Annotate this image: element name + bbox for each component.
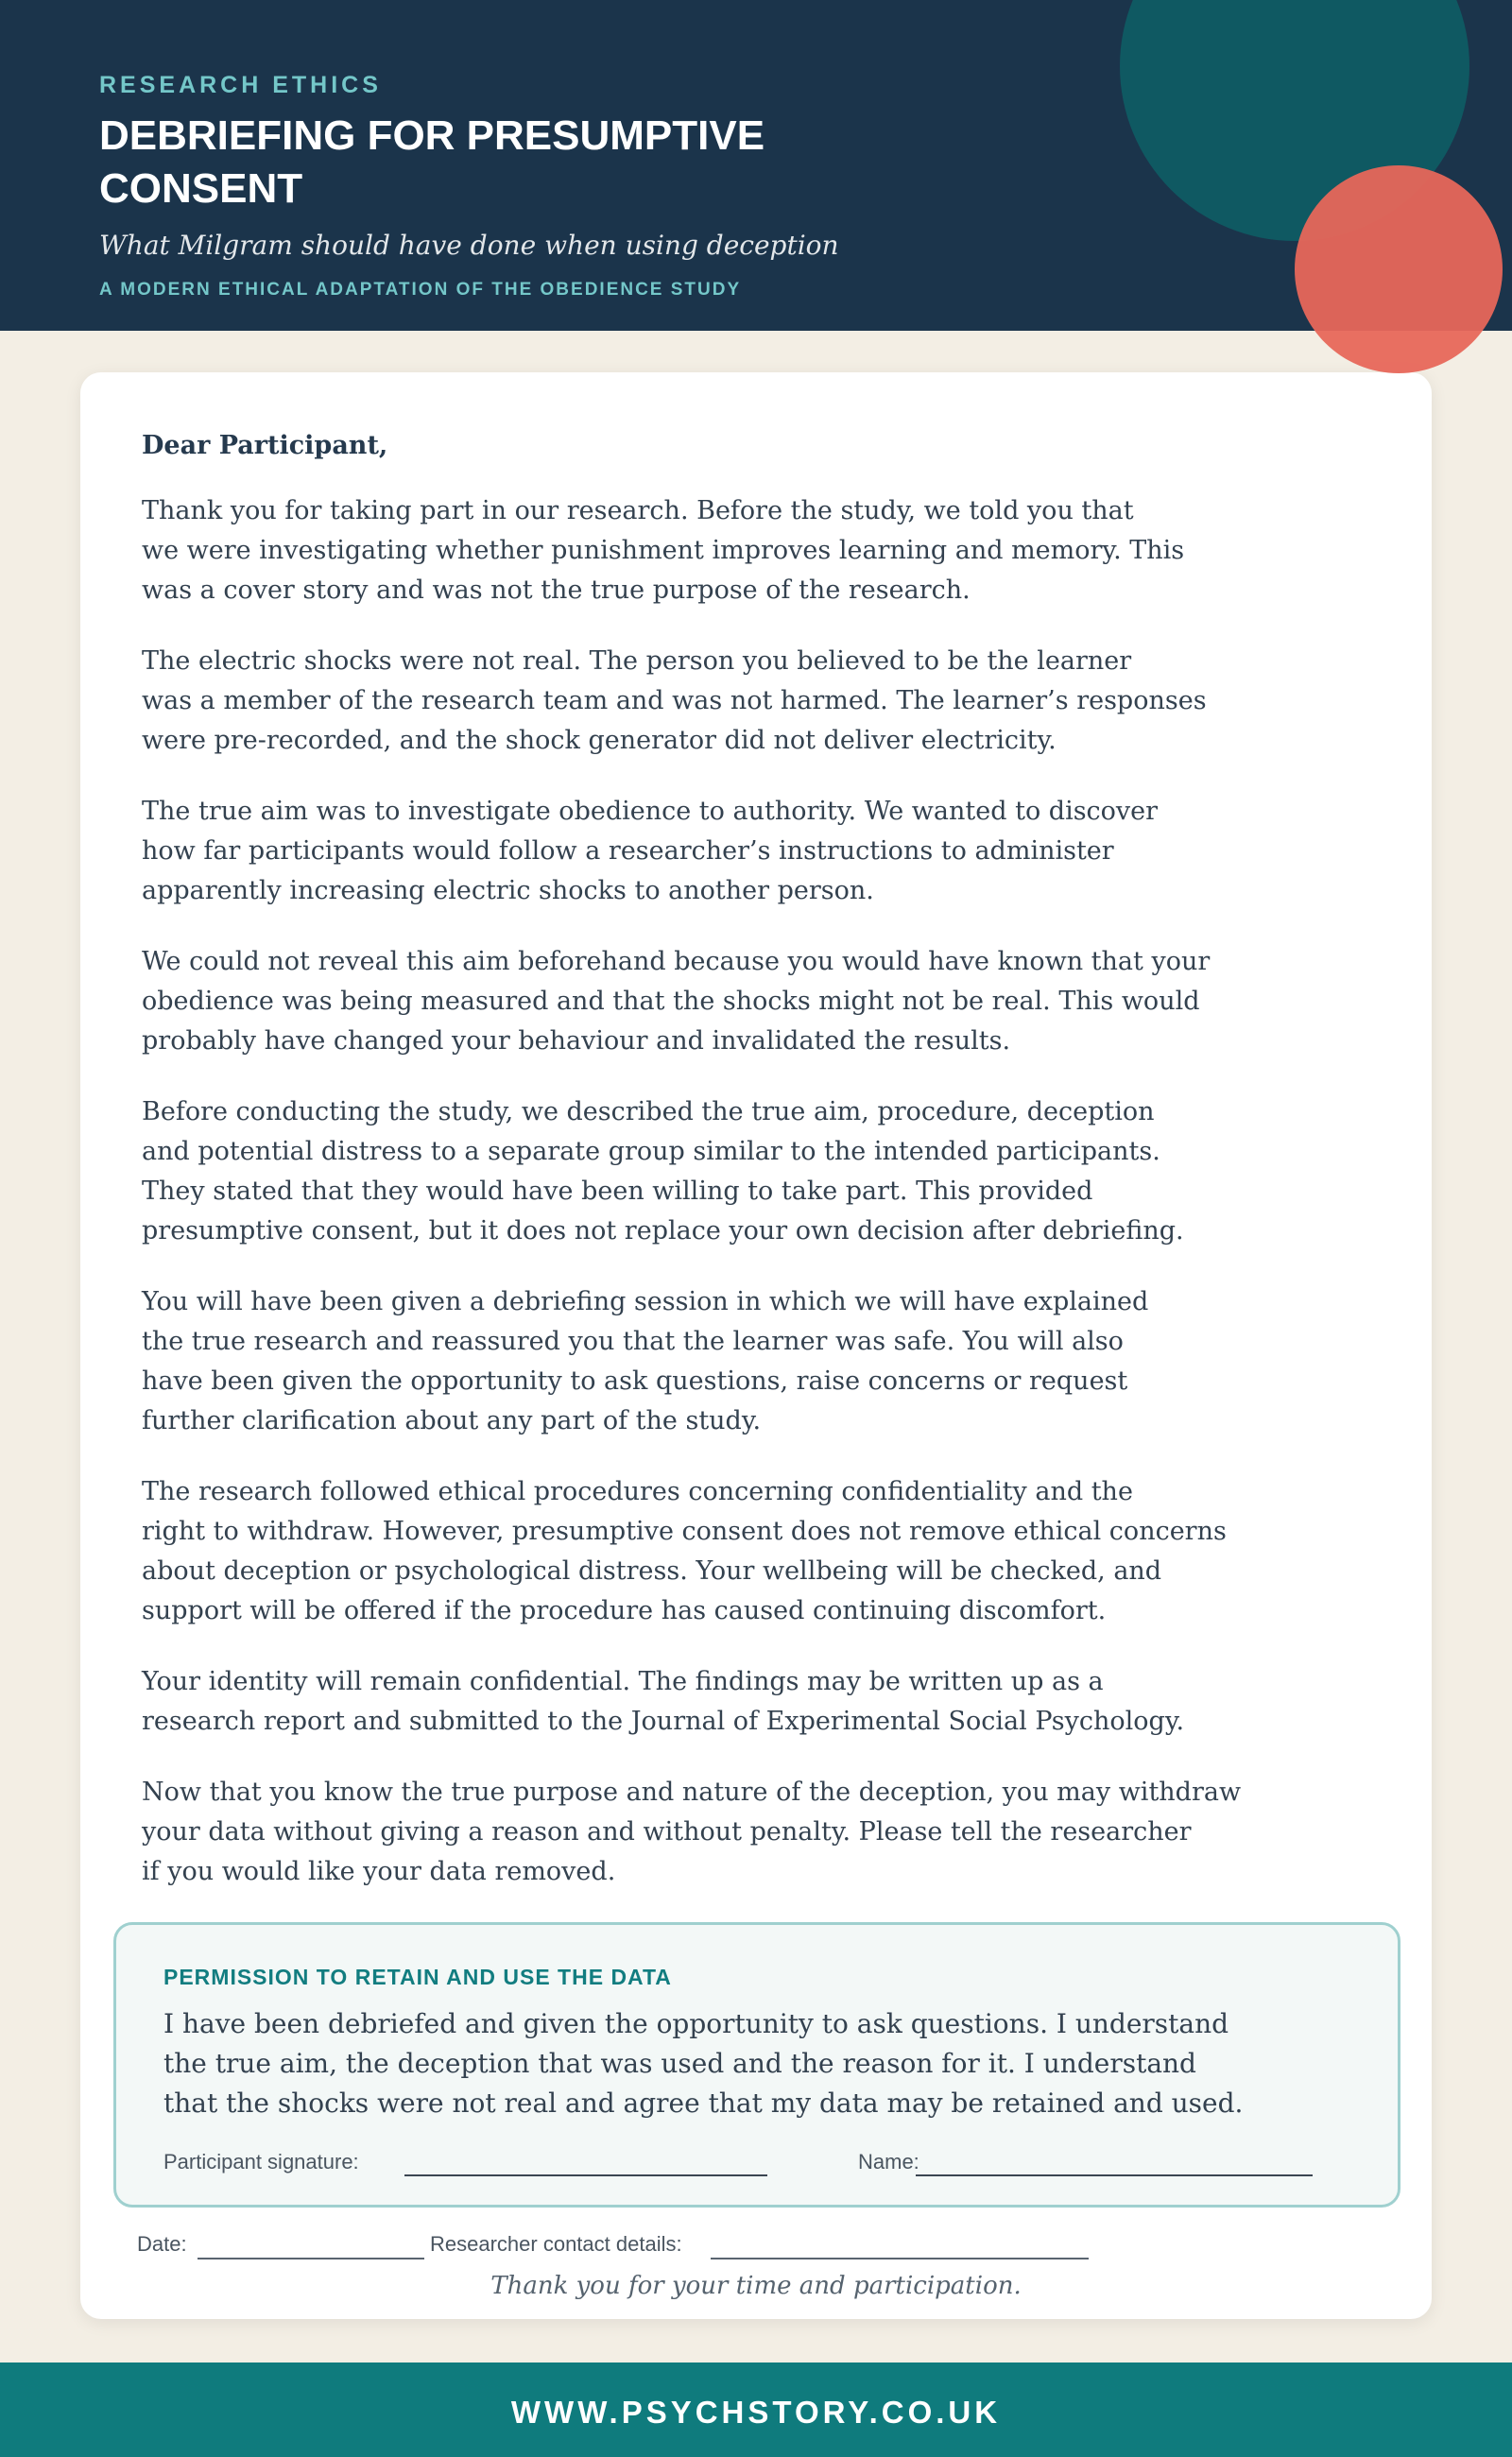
paragraph: The true aim was to investigate obedience to authority. We wanted to discover how far participants would follow a researcher’s instructions to administer apparently increasing electric shocks to another person.	[142, 797, 1159, 905]
paragraph: Before conducting the study, we described the true aim, procedure, deception and potential distress to a separate group similar to the intended participants. They stated that they would have been willing to take part. This provided presumptive consent, but it does not replace your own decision after debriefing.	[142, 1097, 1184, 1246]
paragraph: We could not reveal this aim beforehand because you would have known that your obedience was being measured and that the shocks might not be real. This would probably have changed your behaviour and invalidated the results.	[142, 947, 1211, 1056]
name-label: Name:	[858, 2150, 919, 2174]
eyebrow-label: RESEARCH ETHICS	[99, 72, 382, 98]
footer-bar	[0, 2362, 1512, 2457]
contact-field[interactable]	[711, 2258, 1089, 2259]
permission-box	[113, 1922, 1400, 2208]
paragraph: The electric shocks were not real. The person you believed to be the learner was a member of the research team and was not harmed. The learner’s responses were pre-recorded, and the shock generator did not deliver electricity.	[142, 646, 1207, 755]
letter-body	[142, 491, 1370, 1923]
page-title: DEBRIEFING FOR PRESUMPTIVE CONSENT	[99, 112, 765, 212]
header-banner	[0, 0, 1512, 331]
permission-statement: I have been debriefed and given the opportunity to ask questions. I understand the true aim, the deception that was used and the reason for it. I understand that the shocks were not real and agree that my data may be retained and used.	[163, 2008, 1244, 2119]
name-field[interactable]	[916, 2174, 1313, 2176]
paragraph: Now that you know the true purpose and nature of the deception, you may withdraw your data without giving a reason and without penalty. Please tell the researcher if you would like your data removed.	[142, 1778, 1242, 1886]
permission-title: PERMISSION TO RETAIN AND USE THE DATA	[163, 1965, 672, 1989]
page-subtitle: What Milgram should have done when using deception	[99, 230, 839, 261]
decorative-circle-coral	[1295, 165, 1503, 373]
paragraph: Thank you for taking part in our research. Before the study, we told you that we were investigating whether punishment improves learning and memory. This was a cover story and was not the true purpose of the research.	[142, 496, 1185, 605]
tagline: A MODERN ETHICAL ADAPTATION OF THE OBEDIENCE STUDY	[99, 280, 742, 300]
thank-you-note: Thank you for your time and participation.	[490, 2272, 1022, 2300]
paragraph: The research followed ethical procedures concerning confidentiality and the right to withdraw. However, presumptive consent does not remove ethical concerns about deception or psychological distress. Your wellbeing will be checked, and support will be offered if the procedure has caused continuing discomfort.	[142, 1477, 1227, 1625]
letter-card	[80, 372, 1432, 2319]
website-link[interactable]: WWW.PSYCHSTORY.CO.UK	[510, 2395, 1002, 2430]
paragraph: Your identity will remain confidential. The findings may be written up as a research report and submitted to the Journal of Experimental Social Psychology.	[142, 1667, 1185, 1736]
paragraph: You will have been given a debriefing session in which we will have explained the true research and reassured you that the learner was safe. You will also have been given the opportunity to ask questions, raise concerns or request further clarification about any part of the study.	[142, 1287, 1149, 1435]
date-label: Date:	[137, 2232, 187, 2256]
signature-field[interactable]	[404, 2174, 767, 2176]
signature-label: Participant signature:	[163, 2150, 359, 2174]
greeting: Dear Participant,	[142, 431, 388, 460]
contact-label: Researcher contact details:	[430, 2232, 682, 2256]
date-field[interactable]	[198, 2258, 424, 2259]
